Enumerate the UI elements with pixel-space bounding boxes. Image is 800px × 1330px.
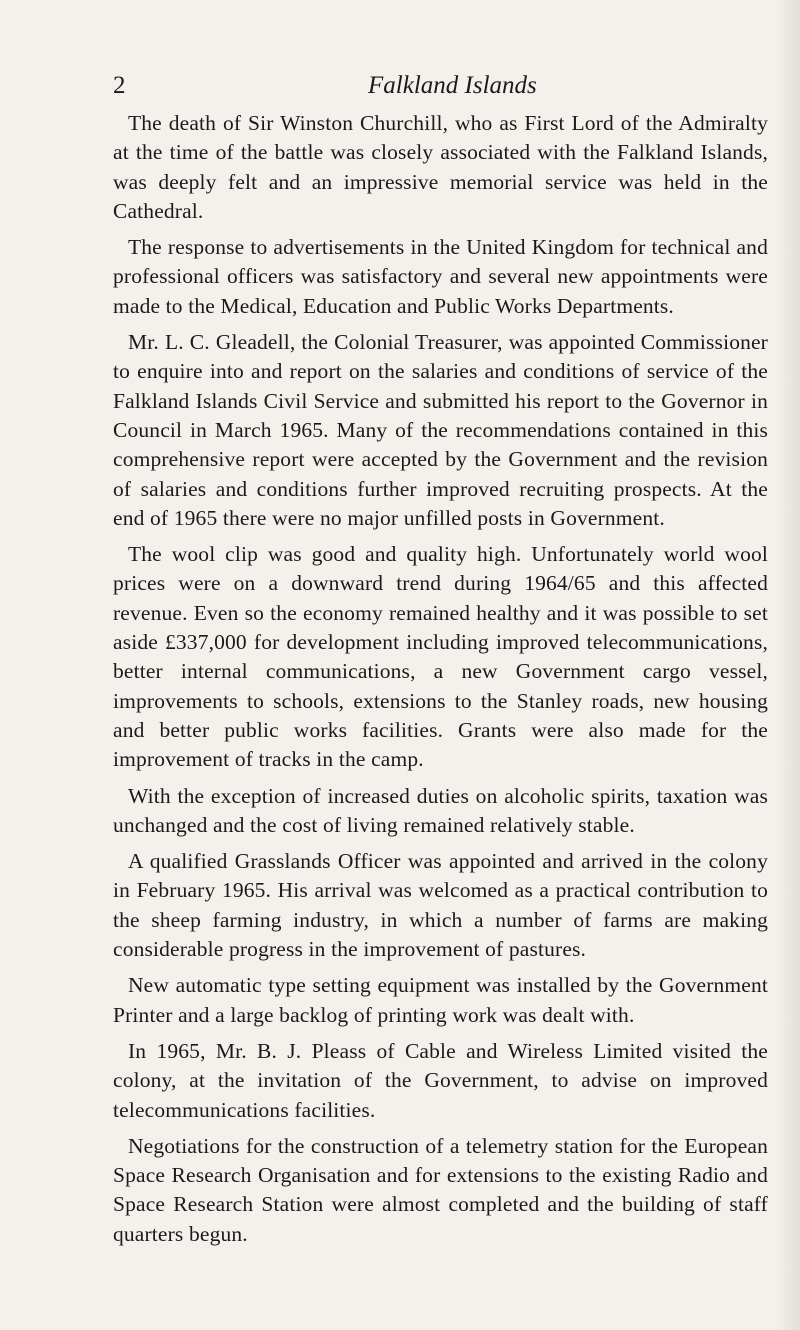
page-header xyxy=(113,66,673,106)
page-edge-shadow xyxy=(774,0,800,1330)
paragraph-grasslands-officer: A qualified Grasslands Officer was appointed and arrived in the colony in February 1965. His arrival was welcomed as a practical contribution to the sheep farming industry, in which a number of farms are making considerable progress in the improvement of pastures. xyxy=(113,849,768,962)
paragraph-churchill-memorial: The death of Sir Winston Churchill, who as First Lord of the Admiralty at the time of the battle was closely associated with the Falkland Islands, was deeply felt and an impressive memorial service was held in the Cathedral. xyxy=(113,111,768,223)
running-title: Falkland Islands xyxy=(368,72,537,99)
paragraph-wool-economy: The wool clip was good and quality high. Unfortunately world wool prices were on a downward trend during 1964/65 and this affected revenue. Even so the economy remained healthy and it was possible to set aside £337,000 for development including improved telecommunications, better internal communications, a new Government cargo vessel, improvements to schools, extensions to the Stanley roads, new housing and better public works facilities. Grants were also made for the improvement of tracks in the camp. xyxy=(113,542,768,772)
page-number: 2 xyxy=(113,72,126,99)
paragraph-taxation: With the exception of increased duties on alcoholic spirits, taxation was unchanged and the cost of living remained relatively stable. xyxy=(113,783,768,837)
paragraph-recruitment: The response to advertisements in the United Kingdom for technical and professional officers was satisfactory and several new appointments were made to the Medical, Education and Public Works Departments. xyxy=(113,235,768,318)
paragraph-printing-equipment: New automatic type setting equipment was installed by the Government Printer and a large backlog of printing work was dealt with. xyxy=(113,973,768,1027)
paragraph-salaries-commission: Mr. L. C. Gleadell, the Colonial Treasurer, was appointed Commissioner to enquire into and report on the salaries and conditions of service of the Falkland Islands Civil Service and submitted his report to the Governor in Council in March 1965. Many of the recommendations contained in this comprehensive report were accepted by the Government and the revision of salaries and conditions further improved recruiting prospects. At the end of 1965 there were no major unfilled posts in Government. xyxy=(113,330,768,530)
body-text xyxy=(113,109,768,1256)
paragraph-space-research: Negotiations for the construction of a telemetry station for the European Space Research Organisation and for extensions to the existing Radio and Space Research Station were almost completed and the building of staff quarters begun. xyxy=(113,1133,768,1246)
paragraph-telecommunications: In 1965, Mr. B. J. Pleass of Cable and Wireless Limited visited the colony, at the invitation of the Government, to advise on improved telecommunications facilities. xyxy=(113,1038,768,1122)
